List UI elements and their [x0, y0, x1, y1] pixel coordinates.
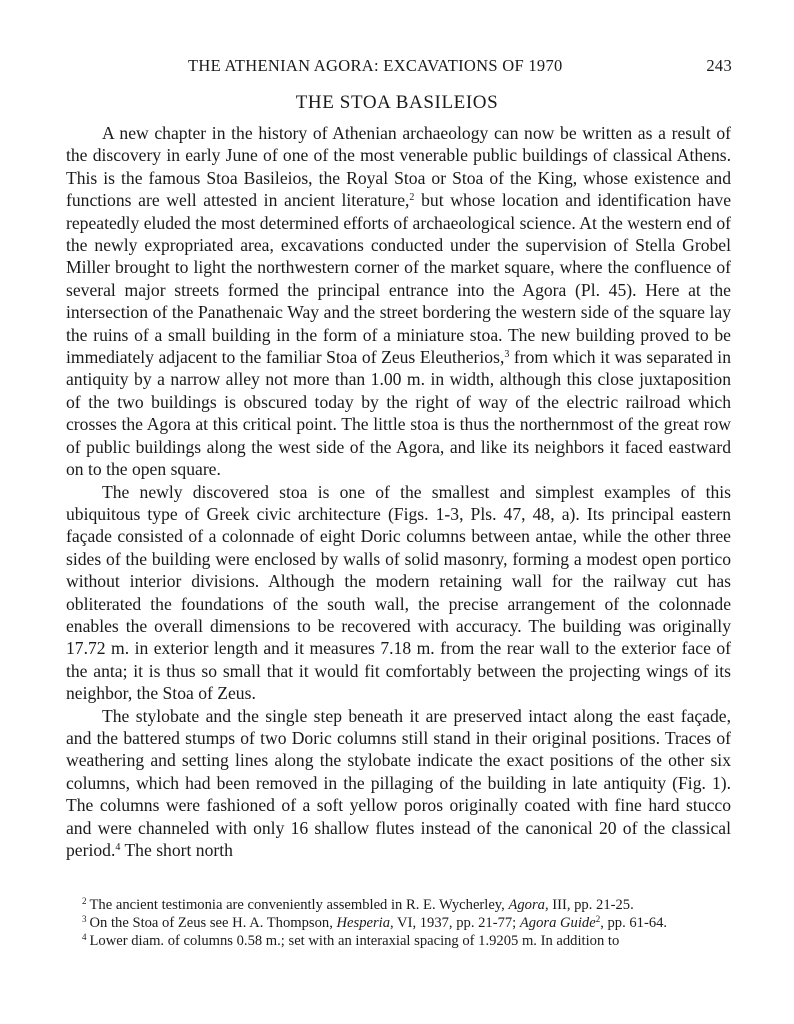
footnote-3: [66, 914, 731, 932]
running-title: THE ATHENIAN AGORA: EXCAVATIONS OF 1970: [188, 56, 563, 75]
footnote-3-number: 3: [82, 914, 87, 924]
footnote-ref-4[interactable]: 4: [115, 842, 121, 853]
footnote-4-number: 4: [82, 932, 87, 942]
footnotes: [66, 896, 731, 950]
footnote-ref-3[interactable]: 3: [504, 349, 510, 361]
footnote-2-number: 2: [82, 896, 87, 906]
paragraph-3: [66, 705, 731, 862]
footnote-2-text-b: , III, pp. 21-25.: [544, 897, 634, 913]
page-number: 243: [706, 56, 732, 75]
paragraph-1: [66, 122, 731, 481]
footnote-3-text-b: , VI, 1937, pp. 21-77;: [390, 915, 520, 931]
paragraph-1-part-b: but whose location and identification have repeatedly eluded the most determined efforts of archaeological science. At the western end of the newly expropriated area, excavations conducted under the supervision of Stella Grobel Miller brought to light the northwestern corner of the market square, where the confluence of several major streets formed the principal entrance into the Agora (Pl. 45). Here at the intersection of the Panathenaic Way and the street bordering the western side of the square lay the ruins of a small building in the form of a miniature stoa. The new building proved to be immediately adjacent to the familiar Stoa of Zeus Eleutherios,: [66, 190, 732, 368]
body-text: [66, 122, 731, 861]
paragraph-1-part-c: from which it was separated in antiquity by a narrow alley not more than 1.00 m. in width, although this close juxtaposition of the two buildings is obscured today by the right of way of the electric railroad which crosses the Agora at this critical point. The little stoa is thus the northernmost of the great row of public buildings along the west side of the Agora, and like its neighbors it faced eastward on to the open square.: [66, 347, 731, 480]
paragraph-1-part-a: A new chapter in the history of Athenian archaeology can now be written as a result of the discovery in early June of one of the most venerable public buildings of classical Athens. This is the famous Stoa Basileios, the Royal Stoa or Stoa of the King, whose existence and functions are well attested in ancient literature,: [66, 123, 731, 211]
footnote-2-text-a: The ancient testimonia are conveniently assembled in R. E. Wycherley,: [89, 897, 509, 913]
footnote-3-text-c: , pp. 61-64.: [600, 915, 668, 931]
footnote-2: [66, 896, 731, 914]
footnote-3-italic-a: Hesperia: [336, 915, 391, 931]
footnote-2-italic-a: Agora: [508, 897, 545, 913]
paragraph-3-part-b: The short north: [120, 840, 233, 860]
footnote-3-text-a: On the Stoa of Zeus see H. A. Thompson,: [89, 915, 337, 931]
paragraph-3-part-a: The stylobate and the single step beneath it are preserved intact along the east façade, and the battered stumps of two Doric columns still stand in their original positions. Traces of weathering and setting lines along the stylobate indicate the exact positions of the other six columns, which had been removed in the pillaging of the building in late antiquity (Fig. 1). The columns were fashioned of a soft yellow poros originally coated with fine hard stucco and were channeled with only 16 shallow flutes instead of the canonical 20 of the classical period.: [66, 705, 731, 860]
footnote-4-text-a: Lower diam. of columns 0.58 m.; set with an interaxial spacing of 1.9205 m. In addition to: [89, 933, 620, 949]
footnote-ref-2[interactable]: 2: [409, 192, 415, 204]
running-head: [120, 56, 732, 80]
footnote-3-edition-sup: 2: [595, 914, 601, 924]
paragraph-2: The newly discovered stoa is one of the smallest and simplest examples of this ubiquitous type of Greek civic architecture (Figs. 1-3, Pls. 47, 48, a). Its principal eastern façade consisted of a colonnade of eight Doric columns between antae, while the other three sides of the building were enclosed by walls of solid masonry, forming a modest open portico without interior divisions. Although the modern retaining wall for the railway cut has obliterated the foundations of the south wall, the precise arrangement of the colonnade enables the overall dimensions to be recovered with accuracy. The building was originally 17.72 m. in exterior length and it measures 7.18 m. from the rear wall to the exterior face of the anta; it is thus so small that it would fit comfortably between the projecting wings of its neighbor, the Stoa of Zeus.: [66, 481, 731, 704]
section-title: THE STOA BASILEIOS: [295, 92, 499, 113]
footnote-3-italic-b: Agora Guide: [519, 915, 596, 931]
footnote-4: [66, 932, 731, 950]
